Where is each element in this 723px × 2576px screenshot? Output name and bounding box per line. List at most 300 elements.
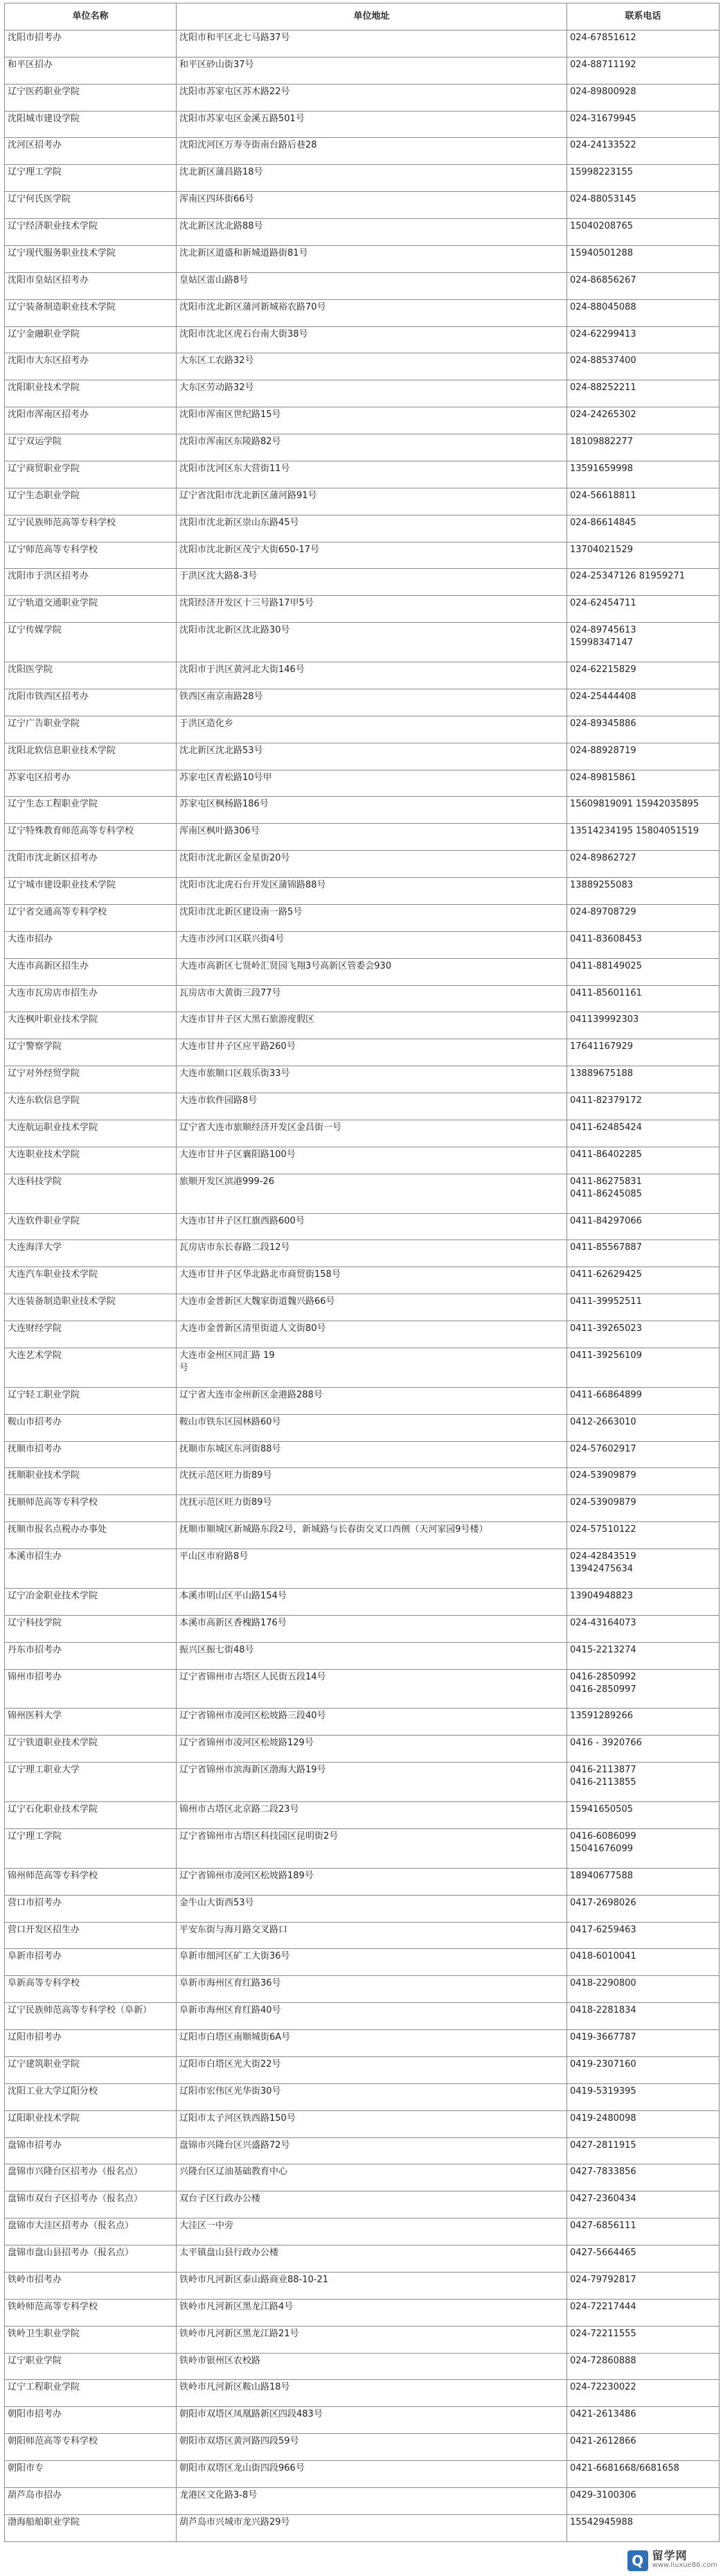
unit-address-cell: 浑南区四环街66号 [177,192,567,219]
table-row [5,2272,720,2299]
contact-phone-cell: 0427-2811915 [567,2137,720,2164]
contact-phone-cell: 024-88711192 [567,57,720,84]
contact-phone-cell: 0427-2360434 [567,2191,720,2218]
unit-name-cell: 大连枫叶职业技术学院 [5,1012,177,1039]
contact-phone-cell: 0411-39952511 [567,1294,720,1321]
table-row [5,111,720,138]
contact-phone-cell: 0411-86275831 0411-86245085 [567,1174,720,1213]
unit-address-cell: 辽宁省锦州市古塔区人民街五段14号 [177,1669,567,1709]
contact-phone-cell: 0411-62485424 [567,1120,720,1147]
table-row [5,2353,720,2380]
unit-name-cell: 辽宁警察学院 [5,1039,177,1066]
unit-name-cell: 大连市高新区招生办 [5,958,177,985]
table-row [5,1522,720,1549]
unit-name-cell: 大连财经学院 [5,1321,177,1348]
contact-phone-cell: 0418-2281834 [567,2003,720,2030]
unit-name-cell: 渤海船舶职业学院 [5,2514,177,2541]
table-row [5,192,720,219]
unit-name-cell: 沈阳市铁西区招考办 [5,689,177,716]
table-row [5,2218,720,2246]
contact-phone-cell: 024-72211555 [567,2326,720,2353]
unit-name-cell: 锦州市招考办 [5,1669,177,1709]
table-row [5,407,720,434]
table-row [5,1012,720,1039]
table-row [5,1441,720,1468]
unit-name-cell: 辽宁工程职业学院 [5,2380,177,2407]
unit-name-cell: 辽宁理工职业大学 [5,1763,177,1802]
contact-phone-cell: 024-67851612 [567,30,720,57]
unit-name-cell: 朝阳市招考办 [5,2407,177,2434]
contact-phone-cell: 024-57510122 [567,1522,720,1549]
unit-address-cell: 金牛山大街西53号 [177,1895,567,1922]
unit-address-cell: 沈阳市沈北新区崇山东路45号 [177,515,567,542]
contact-phone-cell: 024-25444408 [567,689,720,716]
table-row [5,1669,720,1709]
unit-address-cell: 平山区市府路8号 [177,1549,567,1589]
table-row [5,569,720,596]
unit-address-cell: 振兴区振七街48号 [177,1642,567,1669]
table-row [5,2487,720,2514]
table-row [5,1267,720,1294]
unit-address-cell: 沈抚示范区旺力街89号 [177,1468,567,1495]
unit-address-cell: 阜新市细河区矿工大街36号 [177,1949,567,1976]
table-row [5,1147,720,1174]
unit-name-cell: 和平区招办 [5,57,177,84]
table-row [5,30,720,57]
table-row [5,1039,720,1066]
contact-phone-cell: 17641167929 [567,1039,720,1066]
table-row [5,596,720,623]
unit-name-cell: 辽宁对外经贸学院 [5,1066,177,1093]
table-row [5,1642,720,1669]
unit-address-cell: 大东区劳动路32号 [177,380,567,407]
unit-name-cell: 大连艺术学院 [5,1348,177,1387]
table-row [5,138,720,165]
unit-name-cell: 抚顺市招考办 [5,1441,177,1468]
unit-name-cell: 辽宁民族师范高等专科学校 [5,515,177,542]
unit-address-cell: 盘锦市兴隆台区兴盛路72号 [177,2137,567,2164]
unit-name-cell: 辽宁师范高等专科学校 [5,542,177,569]
unit-name-cell: 抚顺师范高等专科学校 [5,1495,177,1522]
contact-phone-cell: 024-53909879 [567,1495,720,1522]
site-watermark [627,2547,717,2575]
contact-phone-cell: 024-88053145 [567,192,720,219]
unit-name-cell: 辽宁生态工程职业学院 [5,797,177,824]
unit-name-cell: 大连软件职业学院 [5,1213,177,1240]
contact-phone-cell: 13889675188 [567,1066,720,1093]
table-row [5,1414,720,1441]
table-row [5,904,720,931]
contact-phone-cell: 0419-5319395 [567,2083,720,2110]
table-row [5,1802,720,1829]
unit-name-cell: 大连职业技术学院 [5,1147,177,1174]
unit-address-cell: 铁岭市凡河新区黑龙江路4号 [177,2299,567,2326]
table-row [5,716,720,743]
table-row [5,2299,720,2326]
watermark-logo-icon: Q [627,2550,648,2571]
contact-phone-cell: 18940677588 [567,1868,720,1895]
unit-address-cell: 沈阳市沈北新区蒲河新城裕农路70号 [177,299,567,326]
contact-phone-cell: 0417-2698026 [567,1895,720,1922]
table-row [5,1736,720,1763]
unit-address-cell: 平安东街与海月路交叉路口 [177,1922,567,1949]
unit-address-cell: 铁岭市凡河新区泰山路商业88-10-21 [177,2272,567,2299]
unit-name-cell: 沈河区招考办 [5,138,177,165]
unit-address-cell: 于洪区沈大路8-3号 [177,569,567,596]
unit-address-cell: 辽阳市太子河区铁西路150号 [177,2110,567,2137]
contact-phone-cell: 13591659998 [567,461,720,488]
table-row [5,353,720,380]
contact-phone-cell: 024-89745613 15998347147 [567,623,720,662]
table-row [5,2461,720,2488]
table-row [5,2083,720,2110]
contact-phone-cell: 15542945988 [567,2514,720,2541]
unit-address-cell: 皇姑区雷山路8号 [177,272,567,299]
contact-phone-cell: 024-72230022 [567,2380,720,2407]
watermark-site-name: 留学网 [652,2549,688,2562]
unit-address-cell: 葫芦岛市兴城市龙兴路29号 [177,2514,567,2541]
unit-address-cell: 本溪市高新区香槐路176号 [177,1615,567,1642]
unit-address-cell: 抚顺市东城区东河街88号 [177,1441,567,1468]
table-row [5,461,720,488]
unit-name-cell: 抚顺市报名点税办办事处 [5,1522,177,1549]
unit-name-cell: 葫芦岛市招办 [5,2487,177,2514]
table-row [5,219,720,246]
unit-name-cell: 大连海洋大学 [5,1240,177,1267]
table-row [5,2380,720,2407]
unit-name-cell: 沈阳北软信息职业技术学院 [5,743,177,770]
contact-phone-cell: 024-86856267 [567,272,720,299]
table-row [5,434,720,461]
unit-address-cell: 沈北新区沈北路88号 [177,219,567,246]
unit-address-cell: 龙港区文化路3-8号 [177,2487,567,2514]
unit-address-cell: 阜新市海州区育红路36号 [177,1976,567,2003]
unit-name-cell: 盘锦市盘山县招考办（报名点） [5,2246,177,2273]
unit-name-cell: 沈阳市浑南区招考办 [5,407,177,434]
table-row [5,878,720,905]
contact-phone-cell: 024-24265302 [567,407,720,434]
table-row [5,931,720,958]
table-row [5,2434,720,2461]
contact-phone-cell: 0429-3100306 [567,2487,720,2514]
contact-phone-cell: 0427-5664465 [567,2246,720,2273]
table-row [5,1976,720,2003]
unit-address-cell: 沈阳市沈北新区沈北路30号 [177,623,567,662]
table-row [5,488,720,515]
table-row [5,1093,720,1120]
table-row [5,1615,720,1642]
unit-name-cell: 辽宁广告职业学院 [5,716,177,743]
contact-phone-cell: 024-88928719 [567,743,720,770]
table-row [5,1174,720,1213]
unit-name-cell: 辽宁建筑职业学院 [5,2056,177,2083]
contact-phone-cell: 0419-2307160 [567,2056,720,2083]
contact-phone-cell: 024-31679945 [567,111,720,138]
unit-name-cell: 沈阳市招考办 [5,30,177,57]
contact-phone-cell: 0417-6259463 [567,1922,720,1949]
unit-name-cell: 辽宁民族师范高等专科学校（阜新） [5,2003,177,2030]
table-row [5,1709,720,1736]
header-unit-address: 单位地址 [177,3,567,30]
unit-name-cell: 盘锦市大洼区招考办（报名点） [5,2218,177,2246]
unit-name-cell: 大连东软信息学院 [5,1093,177,1120]
unit-address-cell: 沈阳经济开发区十三号路17甲5号 [177,596,567,623]
table-row [5,57,720,84]
unit-name-cell: 辽宁理工学院 [5,165,177,192]
unit-address-cell: 大连市旅顺口区载乐街33号 [177,1066,567,1093]
contact-phone-cell: 024-89815861 [567,770,720,797]
unit-name-cell: 辽阳市招考办 [5,2030,177,2057]
unit-name-cell: 辽宁冶金职业技术学院 [5,1588,177,1615]
unit-address-cell: 大连市甘井子区大黑石旅游度假区 [177,1012,567,1039]
unit-address-cell: 辽宁省锦州市凌河区松坡路189号 [177,1868,567,1895]
unit-name-cell: 大连科技学院 [5,1174,177,1213]
unit-address-cell: 大连市金普新区清里街道人文街80号 [177,1321,567,1348]
unit-address-cell: 辽宁省锦州市凌河区松坡路129号 [177,1736,567,1763]
contact-phone-cell: 0411-39265023 [567,1321,720,1348]
unit-address-cell: 沈阳市浑南区世纪路15号 [177,407,567,434]
unit-name-cell: 沈阳医学院 [5,662,177,689]
unit-name-cell: 阜新高等专科学校 [5,1976,177,2003]
contact-phone-cell: 18109882277 [567,434,720,461]
unit-address-cell: 兴隆台区辽油基础教育中心 [177,2164,567,2191]
table-row [5,743,720,770]
table-row [5,272,720,299]
unit-name-cell: 辽宁装备制造职业技术学院 [5,299,177,326]
contact-phone-cell: 0411-62629425 [567,1267,720,1294]
table-row [5,245,720,272]
contact-phone-cell: 13704021529 [567,542,720,569]
contact-phone-cell: 024-62454711 [567,596,720,623]
unit-name-cell: 沈阳城市建设学院 [5,111,177,138]
unit-name-cell: 大连市瓦房店市招生办 [5,985,177,1012]
contact-phone-cell: 13904948823 [567,1588,720,1615]
contact-phone-cell: 0411-88149025 [567,958,720,985]
table-row [5,1549,720,1589]
table-row [5,326,720,353]
table-row [5,623,720,662]
table-header-row [5,3,720,30]
unit-address-cell: 大连市金普新区大魏家街道魏兴路66号 [177,1294,567,1321]
unit-name-cell: 辽宁理工学院 [5,1828,177,1868]
header-unit-name: 单位名称 [5,3,177,30]
table-row [5,1348,720,1387]
contact-phone-cell: 0416 - 3920766 [567,1736,720,1763]
table-row [5,958,720,985]
watermark-url: www.liuxue86.com [652,2561,717,2569]
unit-address-cell: 辽宁省锦州市滨海新区渤海大路19号 [177,1763,567,1802]
table-row [5,1495,720,1522]
contact-phone-cell: 0421-6681668/6681658 [567,2461,720,2488]
contact-phone-cell: 0421-2612866 [567,2434,720,2461]
unit-name-cell: 辽宁商贸职业学院 [5,461,177,488]
contact-phone-cell: 024-56618811 [567,488,720,515]
table-row [5,299,720,326]
table-row [5,1294,720,1321]
contact-phone-cell: 024-86614845 [567,515,720,542]
contact-phone-cell: 024-89800928 [567,84,720,111]
unit-address-cell: 辽宁省锦州市古塔区科技园区昆明街2号 [177,1828,567,1868]
table-row [5,689,720,716]
unit-address-cell: 沈阳市苏家屯区苏木路22号 [177,84,567,111]
unit-name-cell: 辽宁经济职业技术学院 [5,219,177,246]
unit-name-cell: 鞍山市招考办 [5,1414,177,1441]
unit-address-cell: 沈北新区沈北路53号 [177,743,567,770]
unit-address-cell: 于洪区造化乡 [177,716,567,743]
unit-address-cell: 大连市高新区七贤岭汇贤园飞翔3号高新区管委会930 [177,958,567,985]
contact-phone-cell: 0412-2663010 [567,1414,720,1441]
contact-phone-cell: 024-62215829 [567,662,720,689]
unit-address-cell: 朝阳市双塔区龙山街四段966号 [177,2461,567,2488]
table-row [5,770,720,797]
table-row [5,1868,720,1895]
unit-name-cell: 辽宁铁道职业技术学院 [5,1736,177,1763]
contact-phone-cell: 024-72217444 [567,2299,720,2326]
table-row [5,542,720,569]
unit-name-cell: 盘锦市兴隆台区招考办（报名点） [5,2164,177,2191]
table-row [5,2056,720,2083]
contact-phone-cell: 024-88537400 [567,353,720,380]
table-row [5,2191,720,2218]
table-row [5,2514,720,2541]
contact-phone-cell: 0419-2480098 [567,2110,720,2137]
contact-phone-cell: 024-25347126 81959271 [567,569,720,596]
table-row [5,1240,720,1267]
unit-address-cell: 双台子区行政办公楼 [177,2191,567,2218]
unit-name-cell: 铁岭市招考办 [5,2272,177,2299]
table-row [5,2110,720,2137]
unit-name-cell: 朝阳师范高等专科学校 [5,2434,177,2461]
unit-name-cell: 大连航运职业技术学院 [5,1120,177,1147]
table-row [5,1387,720,1414]
unit-address-cell: 沈阳市于洪区黄河北大街146号 [177,662,567,689]
table-row [5,2164,720,2191]
unit-name-cell: 盘锦市招考办 [5,2137,177,2164]
table-row [5,2407,720,2434]
unit-address-cell: 辽阳市宏伟区光华街30号 [177,2083,567,2110]
table-row [5,1213,720,1240]
contact-phone-cell: 024-89708729 [567,904,720,931]
table-row [5,380,720,407]
table-row [5,1468,720,1495]
unit-name-cell: 沈阳市于洪区招考办 [5,569,177,596]
contact-phone-cell: 15941650505 [567,1802,720,1829]
unit-name-cell: 辽宁双运学院 [5,434,177,461]
unit-name-cell: 辽宁现代服务职业技术学院 [5,245,177,272]
contact-phone-cell: 024-62299413 [567,326,720,353]
unit-address-cell: 沈阳市浑南区东陵路82号 [177,434,567,461]
table-row [5,1949,720,1976]
unit-name-cell: 沈阳职业技术学院 [5,380,177,407]
unit-address-cell: 沈阳市沈北虎石台开发区蒲锦路88号 [177,878,567,905]
table-row [5,662,720,689]
unit-name-cell: 沈阳市大东区招考办 [5,353,177,380]
contact-phone-cell: 024-89862727 [567,851,720,878]
unit-address-cell: 辽阳市白塔区南顺城街6A号 [177,2030,567,2057]
contact-phone-cell: 0418-2290800 [567,1976,720,2003]
unit-address-cell: 沈阳市沈北新区茂宁大街650-17号 [177,542,567,569]
contact-phone-cell: 024-53909879 [567,1468,720,1495]
table-row [5,1828,720,1868]
table-row [5,797,720,824]
contacts-table [4,3,720,2542]
unit-name-cell: 大连汽车职业技术学院 [5,1267,177,1294]
contact-phone-cell: 0411-83608453 [567,931,720,958]
unit-address-cell: 大连市甘井子区红旗西路600号 [177,1213,567,1240]
contact-phone-cell: 0416-2113877 0416-2113855 [567,1763,720,1802]
watermark-text [652,2551,717,2570]
unit-name-cell: 辽阳职业技术学院 [5,2110,177,2137]
contact-phone-cell: 0416-6086099 15041676099 [567,1828,720,1868]
contact-phone-cell: 0411-84297066 [567,1213,720,1240]
contact-phone-cell: 0415-2213274 [567,1642,720,1669]
unit-address-cell: 太平镇盘山县行政办公楼 [177,2246,567,2273]
unit-name-cell: 辽宁医药职业学院 [5,84,177,111]
unit-name-cell: 辽宁生态职业学院 [5,488,177,515]
unit-name-cell: 辽宁轨道交通职业学院 [5,596,177,623]
unit-name-cell: 辽宁何氏医学院 [5,192,177,219]
unit-address-cell: 沈阳市沈北新区金星街20号 [177,851,567,878]
table-row [5,1120,720,1147]
unit-name-cell: 锦州医科大学 [5,1709,177,1736]
unit-address-cell: 沈阳市苏家屯区金溪五路501号 [177,111,567,138]
contact-phone-cell: 0411-82379172 [567,1093,720,1120]
unit-name-cell: 辽宁城市建设职业技术学院 [5,878,177,905]
unit-address-cell: 大连市金州区同汇路 19 号 [177,1348,567,1387]
unit-address-cell: 铁岭市凡河新区鞍山路18号 [177,2380,567,2407]
header-contact-phone: 联系电话 [567,3,720,30]
unit-address-cell: 辽阳市白塔区光大街22号 [177,2056,567,2083]
unit-address-cell: 铁岭市凡河新区黑龙江路21号 [177,2326,567,2353]
contact-phone-cell: 15609819091 15942035895 [567,797,720,824]
unit-address-cell: 阜新市海州区育红路40号 [177,2003,567,2030]
unit-address-cell: 大东区工农路32号 [177,353,567,380]
unit-address-cell: 本溪市明山区平山路154号 [177,1588,567,1615]
unit-name-cell: 铁岭师范高等专科学校 [5,2299,177,2326]
contact-phone-cell: 0411-66864899 [567,1387,720,1414]
unit-address-cell: 辽宁省大连市金州新区金港路288号 [177,1387,567,1414]
contact-phone-cell: 0419-3667787 [567,2030,720,2057]
contact-phone-cell: 024-72860888 [567,2353,720,2380]
table-row [5,2003,720,2030]
contact-phone-cell: 15998223155 [567,165,720,192]
unit-name-cell: 抚顺职业技术学院 [5,1468,177,1495]
contact-phone-cell: 13514234195 15804051519 [567,824,720,851]
contact-phone-cell: 0416-2850992 0416-2850997 [567,1669,720,1709]
table-row [5,1321,720,1348]
unit-address-cell: 沈阳市沈北区虎石台南大街38号 [177,326,567,353]
table-row [5,2246,720,2273]
table-row [5,515,720,542]
contact-phone-cell: 0427-7833856 [567,2164,720,2191]
unit-address-cell: 苏家屯区青松路10号甲 [177,770,567,797]
table-row [5,2030,720,2057]
unit-address-cell: 辽宁省大连市旅顺经济开发区金昌街一号 [177,1120,567,1147]
unit-name-cell: 沈阳市沈北新区招考办 [5,851,177,878]
unit-name-cell: 锦州师范高等专科学校 [5,1868,177,1895]
unit-name-cell: 沈阳市皇姑区招考办 [5,272,177,299]
table-row [5,1066,720,1093]
unit-address-cell: 大连市软件园路8号 [177,1093,567,1120]
unit-name-cell: 辽宁科技学院 [5,1615,177,1642]
unit-name-cell: 辽宁职业学院 [5,2353,177,2380]
unit-address-cell: 大连市甘井子区华北路北市商贸街158号 [177,1267,567,1294]
unit-name-cell: 辽宁轻工职业学院 [5,1387,177,1414]
table-row [5,2326,720,2353]
unit-address-cell: 锦州市古塔区北京路二段23号 [177,1802,567,1829]
unit-address-cell: 大连市沙河口区联兴街4号 [177,931,567,958]
unit-address-cell: 沈北新区蒲昌路18号 [177,165,567,192]
